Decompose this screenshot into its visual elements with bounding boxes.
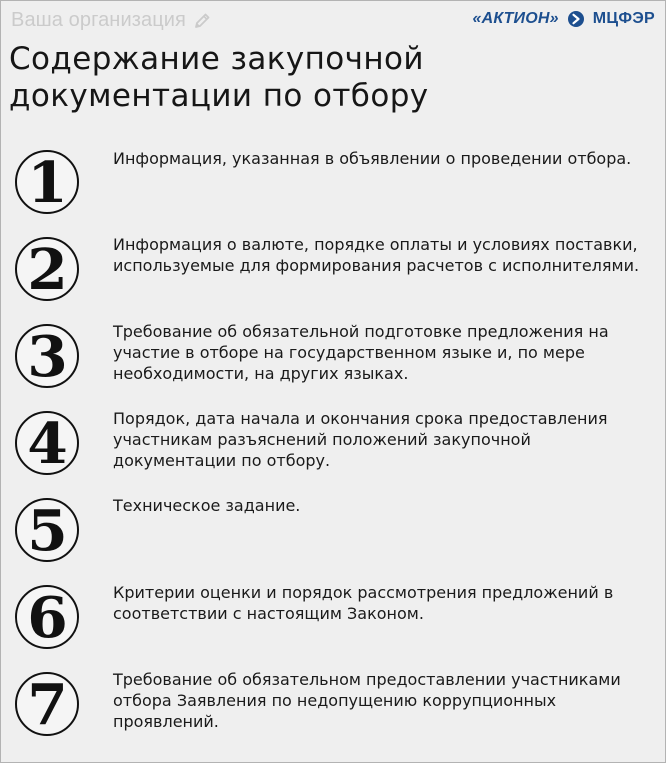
- list-item-text: Требование об обязательной подготовке предложения на участие в отборе на государственном языке и, по мере необходимости, на других языках.: [113, 322, 609, 383]
- list-item-text: Требование об обязательном предоставлении участниками отбора Заявления по недопущению коррупционных проявлений.: [113, 670, 621, 731]
- brand-mcfer-text: МЦФЭР: [592, 10, 655, 27]
- list-item-text: Информация, указанная в объявлении о проведении отбора.: [113, 149, 632, 168]
- number-badge-3: [15, 324, 79, 388]
- organization-placeholder: Ваша организация: [11, 9, 186, 31]
- number-badge-2: [15, 237, 79, 301]
- page-title-line-1: Содержание закупочной: [9, 41, 424, 77]
- number-5: 5: [26, 498, 68, 564]
- number-2: 2: [26, 237, 68, 303]
- number-4: 4: [26, 411, 68, 477]
- number-badge-6: [15, 585, 79, 649]
- requirements-list: [1, 1, 665, 762]
- number-badge-5: [15, 498, 79, 562]
- number-1: 1: [26, 150, 68, 216]
- brand-aktion-text: «АКТИОН»: [472, 10, 559, 27]
- number-badge-4: [15, 411, 79, 475]
- number-badge-1: [15, 150, 79, 214]
- number-3: 3: [26, 324, 68, 390]
- list-item-text: Порядок, дата начала и окончания срока предоставления участникам разъяснений положений закупочной документации по отбору.: [113, 409, 608, 470]
- list-item-text: Информация о валюте, порядке оплаты и условиях поставки, используемые для формирования расчетов с исполнителями.: [113, 235, 640, 275]
- list-item-text: Критерии оценки и порядок рассмотрения предложений в соответствии с настоящим Законом.: [113, 583, 614, 623]
- number-6: 6: [26, 585, 68, 651]
- number-7: 7: [26, 672, 68, 738]
- number-badge-7: [15, 672, 79, 736]
- list-item-text: Техническое задание.: [113, 496, 301, 515]
- page-title-line-2: документации по отбору: [9, 78, 429, 114]
